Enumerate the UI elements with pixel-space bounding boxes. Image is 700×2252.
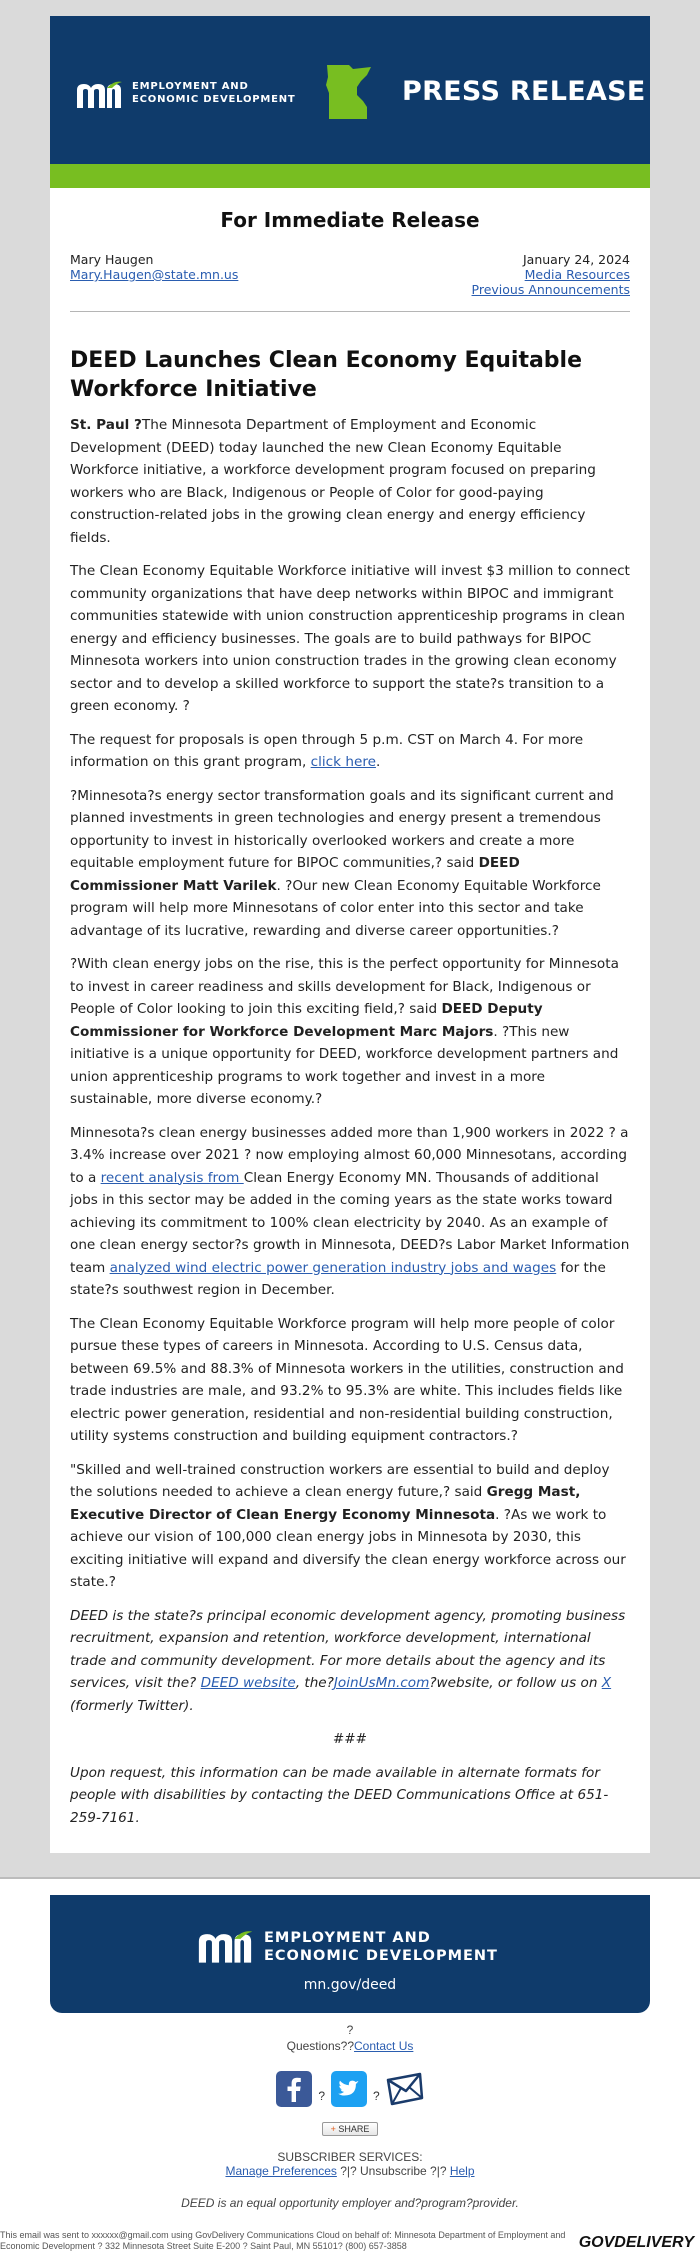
subscriber-services	[0, 2150, 700, 2178]
previous-announcements-link[interactable]: Previous Announcements	[471, 282, 630, 297]
boilerplate-text-a: DEED is the state?s principal economic development agency, promoting business recruitment, expansion and retention, workforce development, international trade and community development. For more details about the agency and its services, visit the?	[70, 1607, 626, 1691]
email-icon[interactable]	[386, 2072, 424, 2106]
help-link[interactable]: Help	[449, 2164, 475, 2178]
release-date: January 24, 2024	[522, 252, 630, 267]
footer-logo-text	[264, 1929, 498, 1965]
share-plus-icon: +	[330, 2124, 336, 2134]
header-logo-line1: EMPLOYMENT AND	[132, 81, 249, 92]
minnesota-state-icon	[323, 63, 373, 121]
paragraph-7: The Clean Economy Equitable Workforce program will help more people of color pursue these types of careers in Minnesota. According to U.S. Census data, between 69.5% and 88.3% of Minnesota workers in the utilities, construction and trade industries are male, and 93.2% to 95.3% are white. This includes fields like electric power generation, residential and non-residential building construction, utility systems construction and building equipment contractors.?	[70, 1315, 624, 1444]
paragraph-1-text: The Minnesota Department of Employment and Economic Development (DEED) today launched the new Clean Economy Equitable Workforce initiative, a workforce development program focused on preparing workers who are Black, Indigenous or People of Color for good-paying construction-related jobs in the growing clean energy and energy efficiency fields.	[70, 417, 596, 546]
paragraph-6-text-a: Minnesota?s clean energy businesses added more than 1,900 workers in 2022 ? a 3.4% increase over 2021 ? now employing almost 60,000 Minnesotans, according to a	[70, 1124, 629, 1186]
paragraph-1	[70, 414, 630, 549]
recent-analysis-link[interactable]: recent analysis from	[100, 1169, 244, 1186]
paragraph-4-text-b: . ?Our new Clean Economy Equitable Workforce program will help more Minnesotans of color enter into this sector and take advantage of its lucrative, rewarding and diverse career opportunities.?	[70, 877, 601, 939]
x-link[interactable]: X	[601, 1675, 612, 1691]
unsubscribe-text[interactable]: ?|? Unsubscribe ?|?	[336, 2164, 450, 2178]
deed-website-link[interactable]: DEED website	[200, 1675, 296, 1691]
paragraph-6	[70, 1122, 630, 1302]
green-accent-bar	[50, 164, 650, 188]
article-title: DEED Launches Clean Economy Equitable Workforce Initiative	[70, 348, 583, 402]
boilerplate-paragraph	[70, 1605, 630, 1718]
mn-logo-icon	[74, 78, 124, 110]
govdelivery-logo	[579, 2234, 694, 2252]
questions-line	[0, 2039, 700, 2053]
contact-name: Mary Haugen	[70, 252, 154, 267]
boilerplate-text-b: , the?	[295, 1675, 334, 1691]
dateline: St. Paul ?	[70, 417, 142, 433]
paragraph-8-speaker: Gregg Mast, Executive Director of Clean Energy Economy Minnesota	[70, 1484, 581, 1523]
paragraph-3-text: The request for proposals is open through 5 p.m. CST on March 4. For more information on this grant program,	[70, 731, 584, 770]
footer-site-url: mn.gov/deed	[303, 1977, 397, 1993]
share-button[interactable]	[322, 2122, 379, 2136]
release-body	[50, 188, 650, 1853]
boilerplate-text-d: (formerly Twitter).	[70, 1697, 194, 1714]
equal-opportunity-notice: DEED is an equal opportunity employer and?program?provider.	[181, 2196, 519, 2210]
footer-logo-line2: ECONOMIC DEVELOPMENT	[264, 1948, 498, 1964]
paragraph-3-end: .	[375, 754, 381, 770]
delivery-footer	[0, 2230, 700, 2252]
questions-label: Questions??	[286, 2039, 355, 2053]
subscriber-links	[0, 2164, 700, 2178]
header-logo-line2: ECONOMIC DEVELOPMENT	[132, 94, 296, 105]
social-separator-1: ?	[318, 2089, 325, 2103]
release-heading: For Immediate Release	[220, 208, 480, 232]
header-banner	[50, 16, 650, 164]
end-marker: ###	[332, 1731, 368, 1747]
paragraph-4-speaker: DEED Commissioner Matt Varilek	[70, 855, 520, 894]
joinusmn-link[interactable]: JoinUsMn.com	[333, 1675, 430, 1691]
footer-mn-logo-icon	[194, 1927, 256, 1965]
sent-notice: This email was sent to xxxxxx@gmail.com using GovDelivery Communications Cloud on behalf of: Minnesota Department of Employment and Economic Development ? 332 Minnesota Street Suite E-200 ? Saint Paul, MN 55101? (800) 657-3858	[0, 2230, 566, 2251]
paragraph-4-text-a: ?Minnesota?s energy sector transformation goals and its significant current and planned investments in green technologies and energy present a tremendous opportunity to invest in historically overlooked workers and create a more equitable employment future for BIPOC communities,? said	[70, 787, 614, 871]
paragraph-8	[70, 1459, 630, 1594]
twitter-icon[interactable]	[331, 2071, 367, 2107]
paragraph-5	[70, 953, 630, 1111]
paragraph-8-text-b: . ?As we work to achieve our vision of 100,000 clean energy jobs in Minnesota by 2030, this exciting initiative will expand and diversify the clean energy workforce across our state.?	[70, 1506, 626, 1590]
divider-rule	[70, 311, 630, 312]
contact-email-link[interactable]: Mary.Haugen@state.mn.us	[70, 267, 239, 282]
paragraph-4	[70, 785, 630, 943]
contact-right	[472, 252, 630, 297]
boilerplate-text-c: ?website, or follow us on	[429, 1675, 602, 1691]
paragraph-2: The Clean Economy Equitable Workforce initiative will invest $3 million to connect community organizations that have deep networks within BIPOC and immigrant communities statewide with union construction apprenticeship programs in clean energy and efficiency businesses. The goals are to build pathways for BIPOC Minnesota workers into union construction trades in the growing clean economy sector and to develop a skilled workforce to support the state?s transition to a green economy. ?	[70, 563, 630, 714]
contact-us-link[interactable]: Contact Us	[354, 2039, 414, 2053]
social-separator-2: ?	[373, 2089, 380, 2103]
footer-logo-line1: EMPLOYMENT AND	[264, 1930, 431, 1946]
contact-left	[70, 252, 238, 297]
paragraph-8-text-a: "Skilled and well-trained construction workers are essential to build and deploy the solutions needed to achieve a clean energy future,? said	[70, 1461, 610, 1500]
contact-block	[70, 252, 630, 297]
paragraph-5-text-b: . ?This new initiative is a unique opportunity for DEED, workforce development partners and union apprenticeship programs to work together and invest in a more sustainable, more diverse economy.?	[70, 1023, 619, 1107]
paragraph-3	[70, 729, 630, 774]
facebook-icon[interactable]	[276, 2071, 312, 2107]
footer-qmark: ?	[346, 2023, 354, 2037]
wind-jobs-analysis-link[interactable]: analyzed wind electric power generation industry jobs and wages	[109, 1259, 557, 1276]
subscriber-services-label: SUBSCRIBER SERVICES:	[277, 2150, 423, 2164]
footer-banner	[50, 1895, 650, 2013]
paragraph-5-text-a: ?With clean energy jobs on the rise, this is the perfect opportunity for Minnesota to invest in career readiness and skills development for Black, Indigenous or People of Color looking to join this exciting field,? said	[70, 956, 619, 1017]
media-resources-link[interactable]: Media Resources	[524, 267, 630, 282]
social-links	[0, 2071, 700, 2107]
govdelivery-logo-text: GOVDELIVERY	[578, 2234, 694, 2251]
paragraph-5-speaker: DEED Deputy Commissioner for Workforce Development Marc Majors	[70, 1001, 543, 1040]
banner-title: PRESS RELEASE	[402, 76, 646, 107]
footer-separator	[0, 1877, 700, 1879]
press-release-card	[50, 16, 650, 1853]
paragraph-6-text-b: Clean Energy Economy MN. Thousands of additional jobs in this sector may be added in the coming years as the state works toward achieving its commitment to 100% clean electricity by 2040. As an example of one clean energy sector?s growth in Minnesota, DEED?s Labor Market Information team	[70, 1169, 630, 1276]
paragraph-6-text-c: for the state?s southwest region in December.	[70, 1259, 606, 1298]
share-row	[0, 2121, 700, 2136]
click-here-link[interactable]: click here	[310, 754, 376, 770]
header-logo-text	[132, 80, 296, 106]
accessibility-paragraph: Upon request, this information can be made available in alternate formats for people with disabilities by contacting the DEED Communications Office at 651-259-7161.	[70, 1764, 609, 1826]
manage-preferences-link[interactable]: Manage Preferences	[225, 2164, 337, 2178]
share-label: SHARE	[338, 2124, 370, 2134]
